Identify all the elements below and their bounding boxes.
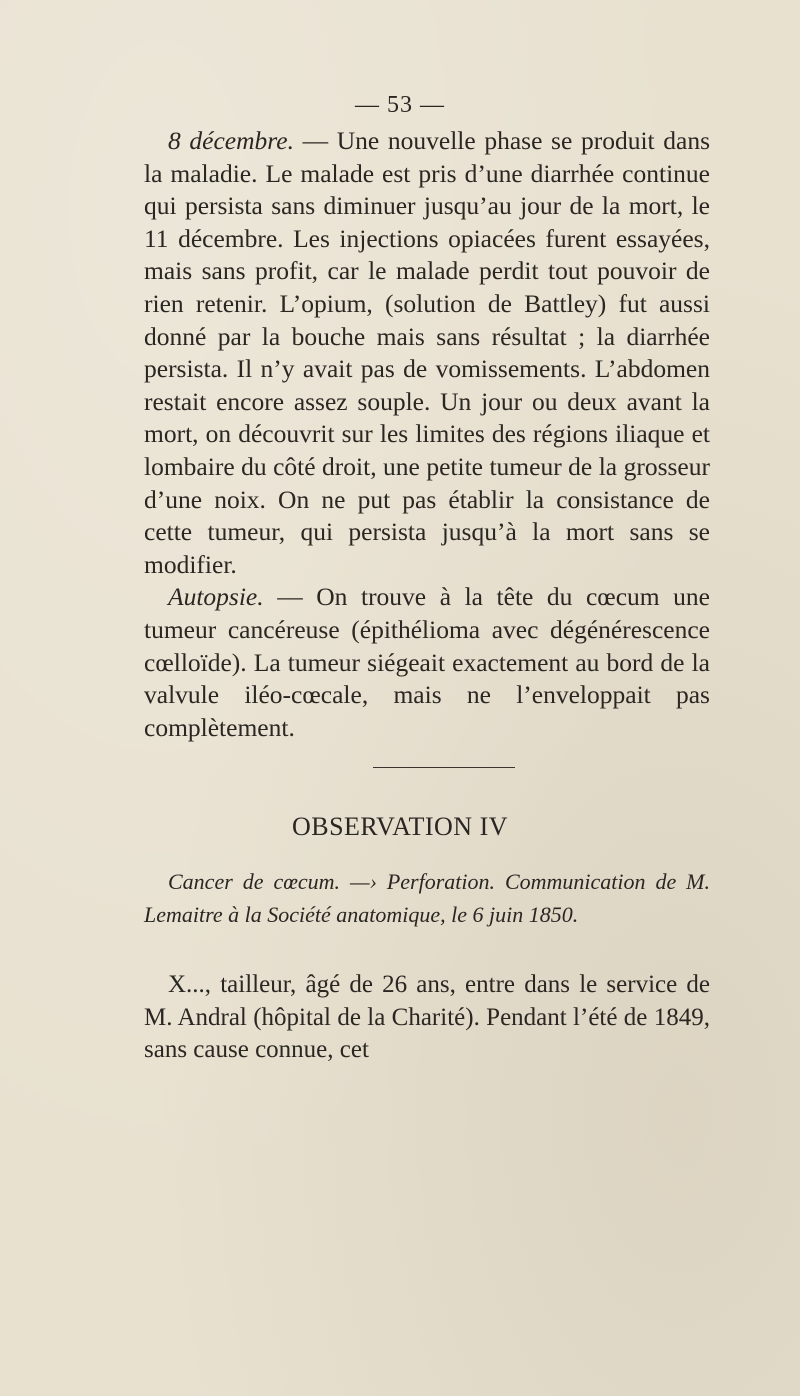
- paragraph-group-observation: [144, 969, 710, 1067]
- observation-caption: [144, 865, 710, 931]
- paragraph-autopsie: [144, 581, 710, 744]
- section-divider: [373, 767, 515, 768]
- page-number: — 53 —: [355, 92, 445, 118]
- paragraph-group-case-notes: [144, 125, 710, 744]
- paragraph-observation-start: X..., tailleur, âgé de 26 ans, entre dans le service de M. Andral (hôpital de la Charité). Pendant l’été de 1849, sans cause connue, cet: [144, 971, 710, 1064]
- caption-text: Cancer de cœcum. —› Perforation. Communication de M. Lemaitre à la Société anatomique, le 6 juin 1850.: [144, 869, 710, 927]
- paragraph-lead-date: 8 décembre.: [168, 126, 294, 155]
- paragraph-lead-autopsie: Autopsie.: [168, 582, 264, 612]
- paragraph-text: — Une nouvelle phase se produit dans la maladie. Le malade est pris d’une diarrhée continue qui persista sans diminuer jusqu’au jour de la mort, le 11 décembre. Les injections opiacées furent essayées, mais sans profit, car le malade perdit tout pouvoir de rien retenir. L’opium, (solution de Battley) fut aussi donné par la bouche mais sans résultat ; la diarrhée persista. Il n’y avait pas de vomissements. L’abdomen restait encore assez souple. Un jour ou deux avant la mort, on découvrit sur les limites des régions iliaque et lombaire du côté droit, une petite tumeur de la grosseur d’une noix. On ne put pas établir la consistance de cette tumeur, qui persista jusqu’à la mort sans se modifier.: [144, 126, 710, 579]
- paragraph-8-decembre: [144, 125, 710, 581]
- observation-title: OBSERVATION IV: [291, 812, 509, 841]
- paragraph-text: — On trouve à la tête du cœcum une tumeur cancéreuse (épithélioma avec dégénérescence cœlloïde). La tumeur siégeait exactement au bord de la valvule iléo-cœcale, mais ne l’enveloppait pas complètement.: [144, 582, 710, 742]
